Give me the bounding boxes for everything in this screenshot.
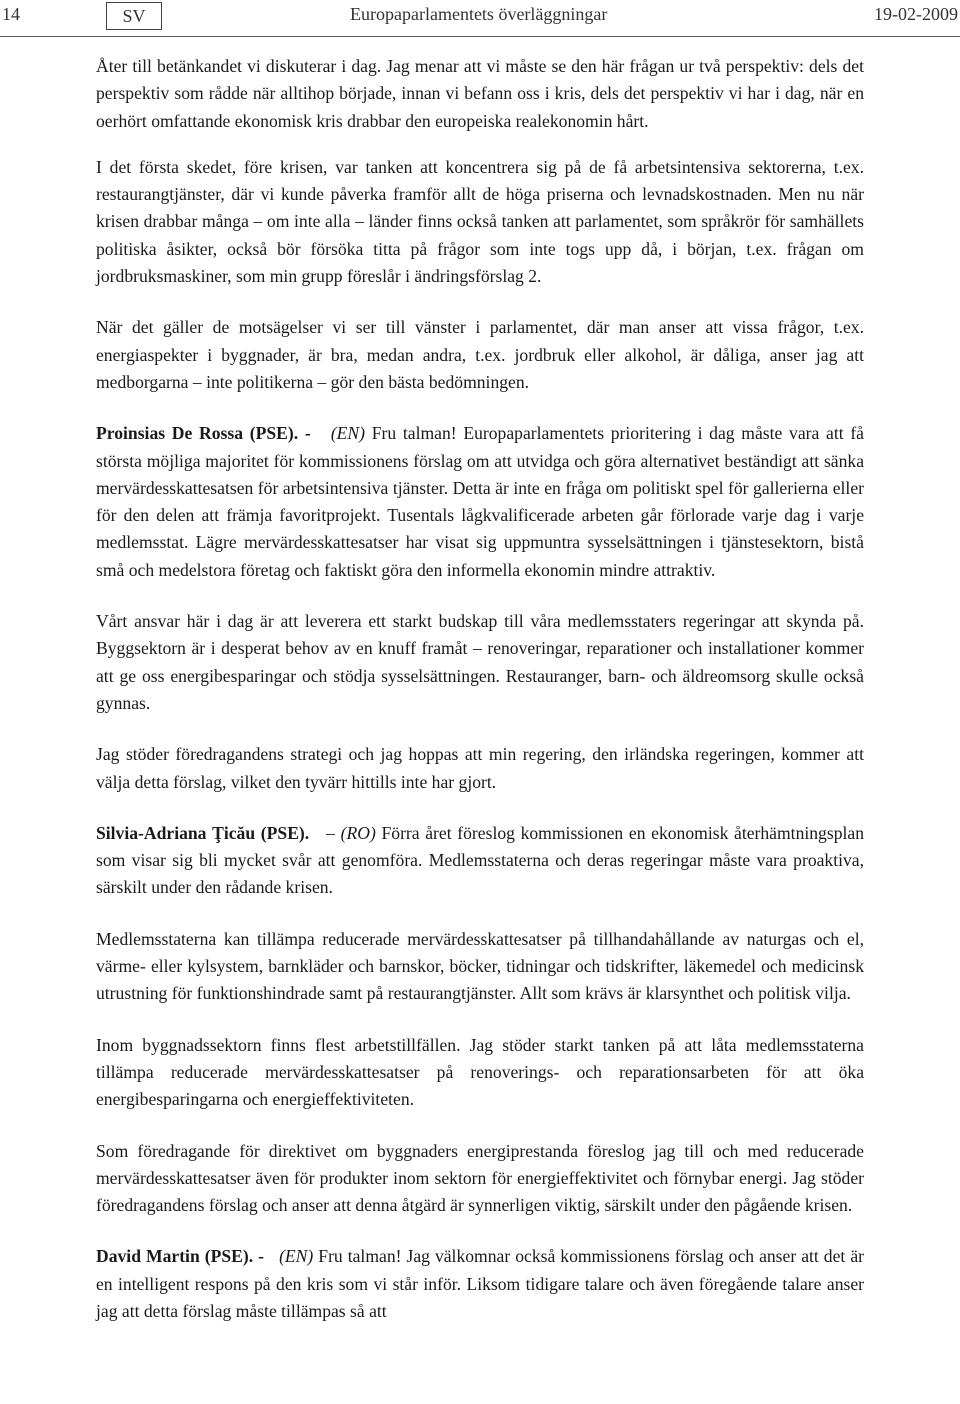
publication-date: 19-02-2009 (874, 4, 958, 24)
page-number: 14 (2, 4, 20, 24)
speech-language-tag: (EN) (330, 423, 366, 444)
paragraph: Vårt ansvar här i dag är att leverera ett starkt budskap till våra medlemsstaters regeringar att skynda på. Byggsektorn är i desperat behov av en knuff framåt – renoveringar, reparationer och installationer kommer att ge oss energibesparingar och stödja sysselsättningen. Restauranger, barn- och äldreomsorg skulle också gynnas. (96, 611, 864, 713)
paragraph: I det första skedet, före krisen, var tanken att koncentrera sig på de få arbetsintensiva sektorerna, t.ex. restaurangtjänster, där vi kunde påverka framför allt de höga priserna och levnadskostnaden. Men nu när krisen drabbar många – om inte alla – länder finns också tanken att parlamentet, som språkrör för samhällets politiska åsikter, också bör försöka titta på frågor som inte togs upp då, i början, t.ex. frågan om jordbruksmaskiner, som min grupp föreslår i ändringsförslag 2. (96, 156, 864, 287)
publication-title: Europaparlamentets överläggningar (350, 4, 608, 24)
page-header (0, 0, 960, 37)
speech-language-tag: (EN) (279, 1246, 314, 1267)
speaker-name: David Martin (PSE). - (96, 1246, 265, 1267)
language-code-box: SV (106, 2, 162, 30)
speech-paragraph: Proinsias De Rossa (PSE). - (EN) Fru talman! Europaparlamentets prioritering i dag måste vara att få största möjliga majoritet för kommissionens förslag om att utvidga och göra alternativet beständigt att sänka mervärdesskattesatsen för arbetsintensiva tjänster. Detta är inte en fråga om politiskt spel för gallerierna eller för den delen att främja favoritprojekt. Tusentals lågkvalificerade arbeten går förlorade varje dag i varje medlemsstat. Lägre mervärdesskattesatser har visat sig uppmuntra sysselsättningen i tjänstesektorn, bistå små och medelstora företag och faktiskt göra den informella ekonomin mindre attraktiv. (96, 423, 864, 580)
paragraph: Jag stöder föredragandens strategi och jag hoppas att min regering, den irländska regeringen, kommer att välja detta förslag, vilket den tyvärr hittills inte har gjort. (96, 744, 864, 792)
paragraph: Medlemsstaterna kan tillämpa reducerade mervärdesskattesatser på tillhandahållande av naturgas och el, värme- eller kylsystem, barnkläder och barnskor, böcker, tidningar och tidskrifter, läkemedel och medicinsk utrustning för funktionshindrade samt på restaurangtjänster. Allt som krävs är klarsynthet och politisk vilja. (96, 928, 864, 1004)
speech-paragraph: David Martin (PSE). - (EN) Fru talman! Jag välkomnar också kommissionens förslag och anser att det är en intelligent respons på den kris som vi står inför. Liksom tidigare talare och även föregående talare anser jag att detta förslag måste tillämpas så att (96, 1246, 864, 1321)
paragraph: Åter till betänkandet vi diskuterar i dag. Jag menar att vi måste se den här frågan ur två perspektiv: dels det perspektiv som rådde när alltihop började, innan vi befann oss i kris, dels det perspektiv vi har i dag, när en oerhört omfattande ekonomisk kris drabbar den europeiska realekonomin hårt. (96, 56, 864, 131)
paragraph: Inom byggnadssektorn finns flest arbetstillfällen. Jag stöder starkt tanken på att låta medlemsstaterna tillämpa reducerade mervärdesskattesatser på renoverings- och reparationsarbeten för att öka energibesparingarna och energieffektiviteten. (96, 1034, 864, 1110)
speaker-name: Proinsias De Rossa (PSE). - (96, 423, 311, 444)
speaker-name: Silvia-Adriana Ţicău (PSE). (96, 822, 310, 843)
speech-language-tag: – (RO) (326, 822, 376, 843)
document-body (96, 53, 864, 1349)
speech-paragraph: Silvia-Adriana Ţicău (PSE). – (RO) Förra året föreslog kommissionen en ekonomisk återhämtningsplan som visar sig bli mycket svår att genomföra. Medlemsstaterna och deras regeringar måste vara proaktiva, särskilt under den rådande krisen. (96, 822, 864, 898)
paragraph: Som föredragande för direktivet om byggnaders energiprestanda föreslog jag till och med reducerade mervärdesskattesatser även för produkter inom sektorn för energieffektivitet och förnybar energi. Jag stöder föredragandens förslag och anser att denna åtgärd är synnerligen viktig, särskilt under den pågående krisen. (96, 1140, 864, 1216)
paragraph: När det gäller de motsägelser vi ser till vänster i parlamentet, där man anser att vissa frågor, t.ex. energiaspekter i byggnader, är bra, medan andra, t.ex. jordbruk eller alkohol, är dåliga, anser jag att medborgarna – inte politikerna – gör den bästa bedömningen. (96, 317, 864, 392)
